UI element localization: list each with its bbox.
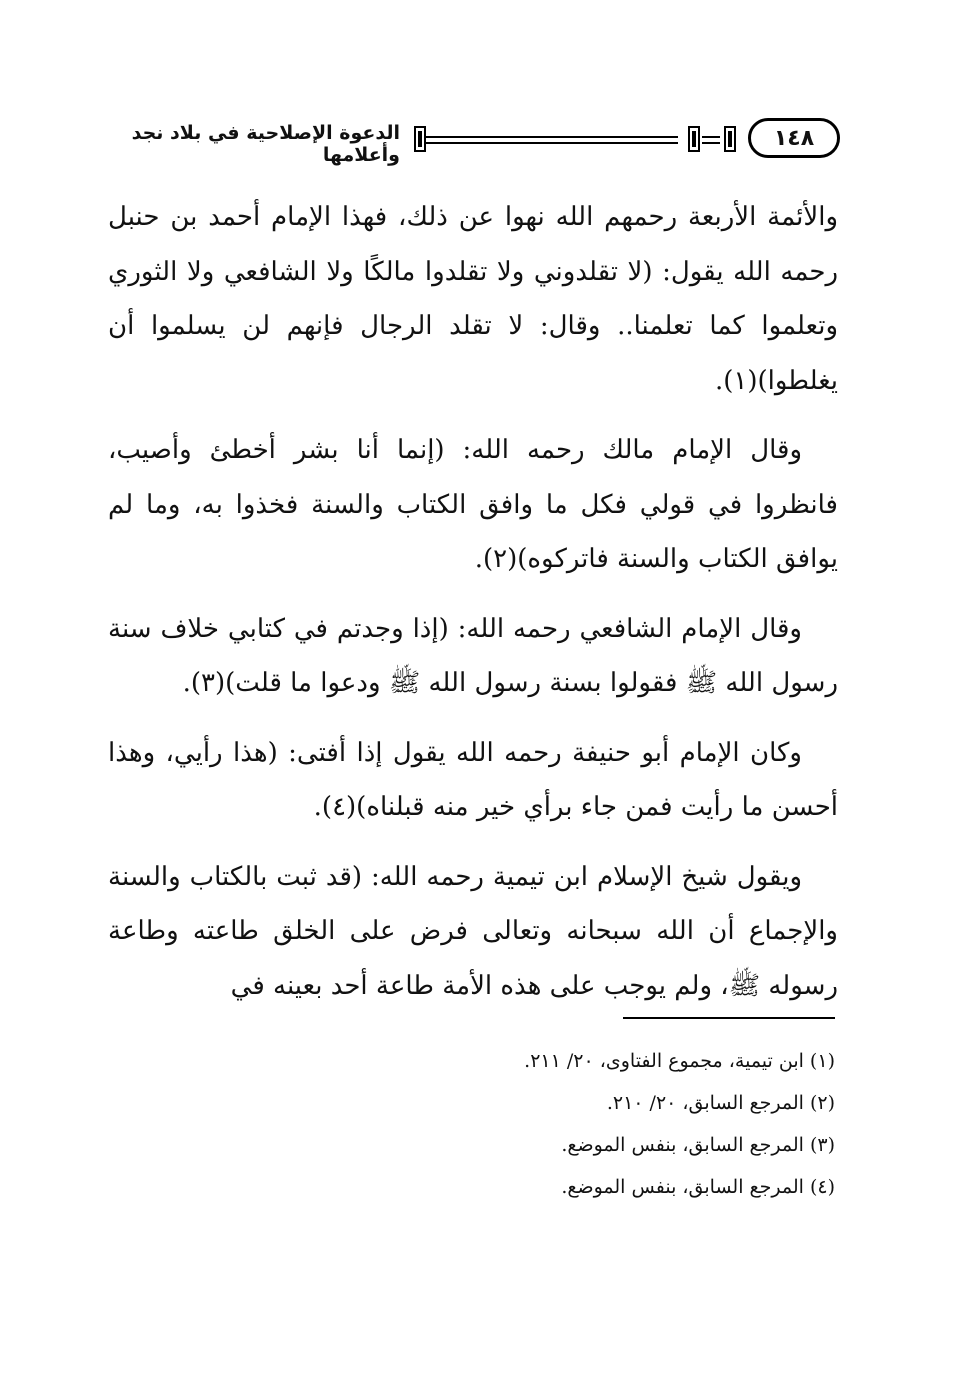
paragraph: والأئمة الأربعة رحمهم الله نهوا عن ذلك، فهذا الإمام أحمد بن حنبل رحمه الله يقول: (لا تقلدوني ولا تقلدوا مالكًا ولا الشافعي ولا الثوري وتعلموا كما تعلمنا.. وقال: لا تقلد الرجال فإنهم لن يسلموا أن يغلطوا)(١). xyxy=(108,202,838,396)
header-double-rule xyxy=(702,136,720,144)
header-double-rule xyxy=(426,136,678,144)
paragraph: وقال الإمام مالك رحمه الله: (إنما أنا بشر أخطئ وأصيب، فانظروا في قولي فكل ما وافق الكتاب والسنة فخذوا به، وما لم يوافق الكتاب والسنة فاتركوه)(٢). xyxy=(108,435,838,574)
main-text xyxy=(108,190,838,1028)
header-ornament-block xyxy=(688,126,700,152)
page-number-badge: ١٤٨ xyxy=(748,118,840,158)
footnote: (١) ابن تيمية، مجموع الفتاوى، ٢٠/ ٢١١. xyxy=(524,1050,835,1072)
paragraph: ويقول شيخ الإسلام ابن تيمية رحمه الله: (قد ثبت بالكتاب والسنة والإجماع أن الله سبحانه وتعالى فرض على الخلق طاعته وطاعة رسوله ﷺ، ولم يوجب على هذه الأمة طاعة أحد بعينه في xyxy=(108,861,838,1001)
footnote: (٢) المرجع السابق، ٢٠/ ٢١٠. xyxy=(606,1092,835,1114)
header-ornament-block xyxy=(414,126,426,152)
footnote: (٤) المرجع السابق، بنفس الموضع. xyxy=(561,1176,835,1198)
footnote-separator xyxy=(623,1017,835,1019)
footnote: (٣) المرجع السابق، بنفس الموضع. xyxy=(561,1134,835,1156)
paragraph: وكان الإمام أبو حنيفة رحمه الله يقول إذا أفتى: (هذا رأيي، وهذا أحسن ما رأيت فمن جاء برأي خير منه قبلناه)(٤). xyxy=(108,737,838,822)
footnotes xyxy=(300,1040,835,1208)
running-title: الدعوة الإصلاحية في بلاد نجد وأعلامها xyxy=(131,122,400,166)
header-ornament-block xyxy=(724,126,736,152)
page-header xyxy=(100,112,840,164)
paragraph: وقال الإمام الشافعي رحمه الله: (إذا وجدتم في كتابي خلاف سنة رسول الله ﷺ فقولوا بسنة رسول الله ﷺ ودعوا ما قلت)(٣). xyxy=(108,613,838,698)
